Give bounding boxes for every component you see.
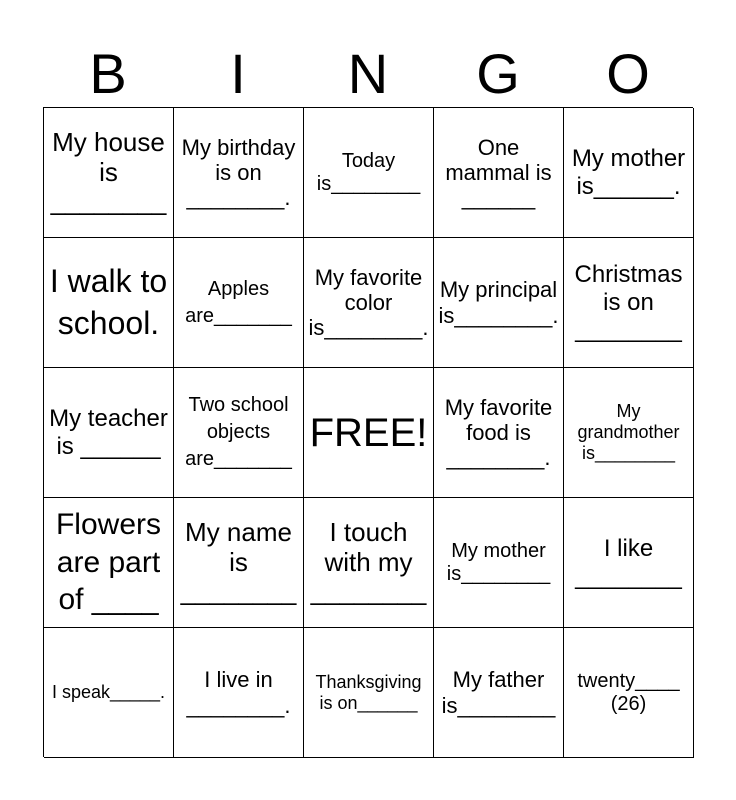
header-letter-n: N <box>347 42 389 105</box>
bingo-cell: My name is ________ <box>174 498 304 628</box>
bingo-cell: My father is________ <box>434 628 564 758</box>
bingo-cell: Apples are_______ <box>174 238 304 368</box>
bingo-cell: Flowers are part of ____ <box>44 498 174 628</box>
bingo-board <box>43 107 693 757</box>
bingo-cell: My mother is______. <box>564 108 694 238</box>
free-space: FREE! <box>304 368 434 498</box>
header-letter-o: O <box>606 42 650 105</box>
bingo-cell: My grandmother is________ <box>564 368 694 498</box>
bingo-cell: My favorite food is ________. <box>434 368 564 498</box>
bingo-cell: My principal is________. <box>434 238 564 368</box>
header-letter-b: B <box>89 42 127 105</box>
bingo-cell: My birthday is on ________. <box>174 108 304 238</box>
bingo-cell: I live in ________. <box>174 628 304 758</box>
bingo-cell: My mother is________ <box>434 498 564 628</box>
bingo-cell: One mammal is ______ <box>434 108 564 238</box>
bingo-cell: Christmas is on ________ <box>564 238 694 368</box>
bingo-cell: Today is________ <box>304 108 434 238</box>
bingo-cell: twenty____ (26) <box>564 628 694 758</box>
bingo-cell: Thanksgiving is on______ <box>304 628 434 758</box>
bingo-cell: My favorite color is________. <box>304 238 434 368</box>
header-letter-g: G <box>476 42 520 105</box>
bingo-cell: I speak_____. <box>44 628 174 758</box>
bingo-cell: I walk to school. <box>44 238 174 368</box>
bingo-cell: I like ________ <box>564 498 694 628</box>
bingo-header <box>43 40 693 108</box>
bingo-cell: My house is ________ <box>44 108 174 238</box>
bingo-cell: Two school objects are_______ <box>174 368 304 498</box>
bingo-cell: My teacher is ______ <box>44 368 174 498</box>
header-letter-i: I <box>230 42 246 105</box>
bingo-cell: I touch with my ________ <box>304 498 434 628</box>
